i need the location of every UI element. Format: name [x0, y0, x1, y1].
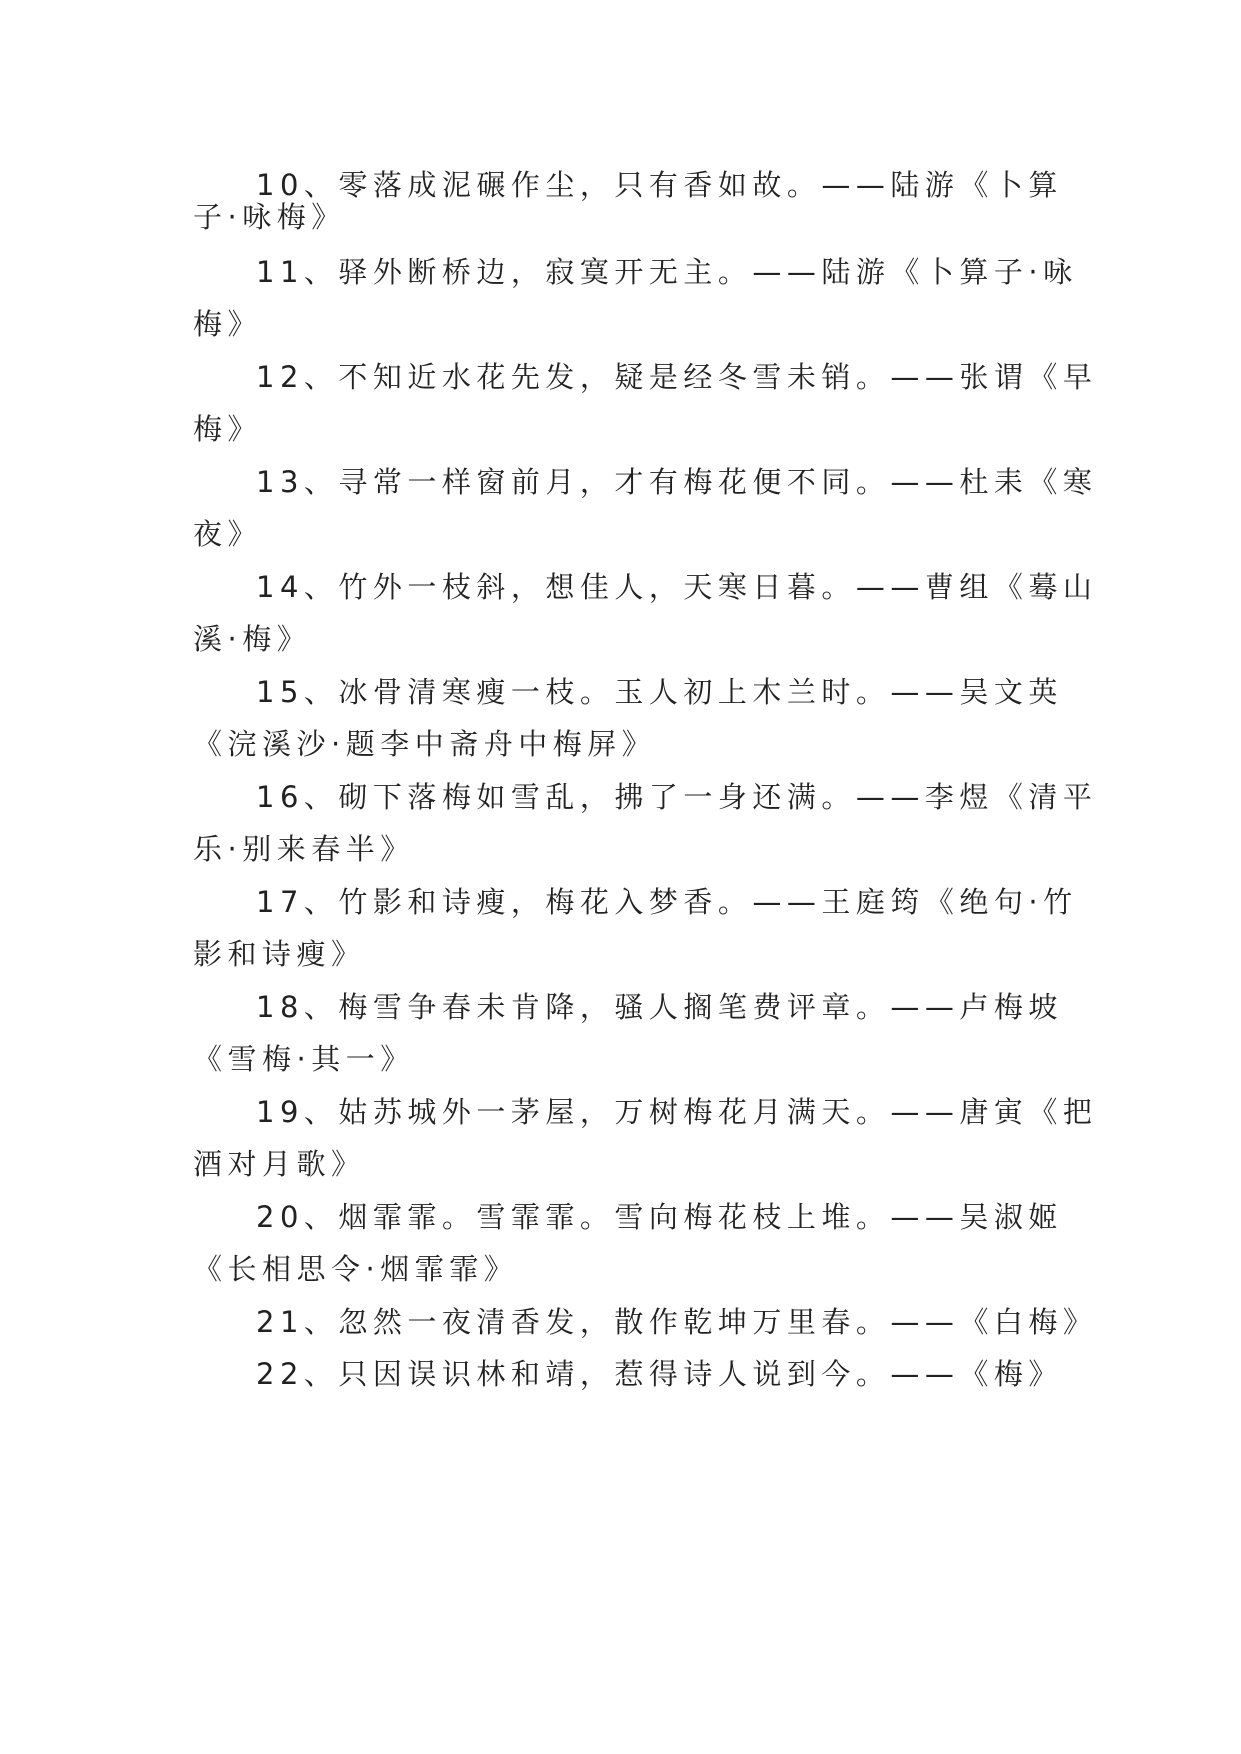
poem-line-11-part-2: 梅》: [193, 307, 263, 341]
poem-line-14-part-1: 14、竹外一枝斜，想佳人，天寒日暮。——曹组《蓦山: [256, 570, 1098, 604]
poem-line-15-part-2: 《浣溪沙·题李中斋舟中梅屏》: [193, 727, 657, 761]
poem-line-17-part-2: 影和诗瘦》: [193, 937, 366, 971]
poem-line-11-part-1: 11、驿外断桥边，寂寞开无主。——陆游《卜算子·咏: [256, 255, 1078, 289]
poem-line-18-part-1: 18、梅雪争春未肯降，骚人搁笔费评章。——卢梅坡: [256, 990, 1063, 1024]
poem-line-18-part-2: 《雪梅·其一》: [193, 1042, 415, 1076]
poem-line-14-part-2: 溪·梅》: [193, 622, 312, 656]
poem-line-13-part-1: 13、寻常一样窗前月，才有梅花便不同。——杜耒《寒: [256, 465, 1098, 499]
poem-line-10-part-2: 子·咏梅》: [193, 200, 346, 234]
poem-line-15-part-1: 15、冰骨清寒瘦一枝。玉人初上木兰时。——吴文英: [256, 675, 1063, 709]
poem-line-20-part-1: 20、烟霏霏。雪霏霏。雪向梅花枝上堆。——吴淑姬: [256, 1200, 1063, 1234]
poem-line-16-part-2: 乐·别来春半》: [193, 832, 415, 866]
poem-line-16-part-1: 16、砌下落梅如雪乱，拂了一身还满。——李煜《清平: [256, 780, 1098, 814]
poem-line-10-part-1: 10、零落成泥碾作尘，只有香如故。——陆游《卜算: [256, 168, 1063, 202]
poem-line-12-part-2: 梅》: [193, 412, 263, 446]
poem-line-12-part-1: 12、不知近水花先发，疑是经冬雪未销。——张谓《早: [256, 360, 1098, 394]
poem-line-21: 21、忽然一夜清香发，散作乾坤万里春。——《白梅》: [256, 1305, 1098, 1339]
poem-line-19-part-1: 19、姑苏城外一茅屋，万树梅花月满天。——唐寅《把: [256, 1095, 1098, 1129]
poem-line-22: 22、只因误识林和靖，惹得诗人说到今。——《梅》: [256, 1357, 1063, 1391]
poem-line-17-part-1: 17、竹影和诗瘦，梅花入梦香。——王庭筠《绝句·竹: [256, 885, 1078, 919]
poem-line-20-part-2: 《长相思令·烟霏霏》: [193, 1252, 519, 1286]
poem-line-19-part-2: 酒对月歌》: [193, 1147, 366, 1181]
poem-line-13-part-2: 夜》: [193, 517, 263, 551]
